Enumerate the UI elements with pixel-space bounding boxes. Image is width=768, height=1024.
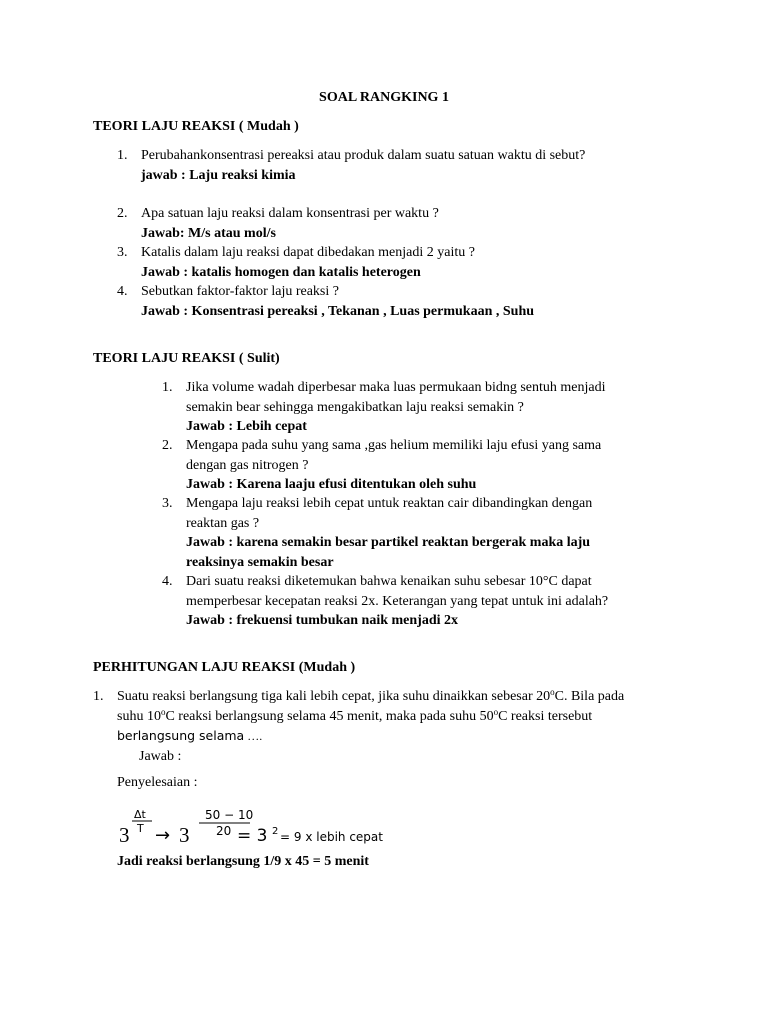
problem-text-line: suhu 10$^o$C reaksi berlangsung selama 45 menit, maka pada suhu 50$^o$C reaksi tersebut <box>117 706 593 724</box>
equation-base-1: 3 <box>119 823 130 847</box>
answer-text: jawab : Laju reaksi kimia <box>141 167 296 183</box>
penyelesaian-label: Penyelesaian : <box>117 775 198 790</box>
question-text: Perubahankonsentrasi pereaksi atau produk dalam suatu satuan waktu di sebut? <box>141 148 586 163</box>
answer-text-cont: reaksinya semakin besar <box>186 554 334 570</box>
question-text: Mengapa pada suhu yang sama ,gas helium memiliki laju efusi yang sama <box>186 438 602 453</box>
problem-text-line: Suatu reaksi berlangsung tiga kali lebih cepat, jika suhu dinaikkan sebesar 20$^o$C. Bila pada <box>117 687 625 704</box>
list-number: 2. <box>117 206 128 221</box>
problem-text-line: berlangsung selama …. <box>117 728 263 743</box>
question-text: Sebutkan faktor-faktor laju reaksi ? <box>141 284 339 299</box>
equation-graphic <box>117 804 417 854</box>
list-number: 3. <box>117 245 128 260</box>
answer-text: Jawab : Lebih cepat <box>186 419 307 434</box>
list-number: 1. <box>117 148 128 163</box>
list-number: 1. <box>162 380 173 395</box>
question-text-cont: dengan gas nitrogen ? <box>186 457 309 473</box>
list-number: 2. <box>162 438 173 453</box>
equation-exp1-denominator: T <box>137 822 144 835</box>
equation-result-exponent: 2 <box>272 826 279 837</box>
list-number: 4. <box>117 284 128 299</box>
list-number: 4. <box>162 574 173 589</box>
question-text-cont: semakin bear sehingga mengakibatkan laju reaksi semakin ? <box>186 399 524 415</box>
section-heading-teori-mudah: TEORI LAJU REAKSI ( Mudah ) <box>93 119 299 134</box>
question-text-cont: memperbesar kecepatan reaksi 2x. Keterangan yang tepat untuk ini adalah? <box>186 593 609 609</box>
page-title: SOAL RANGKING 1 <box>319 90 449 105</box>
jawab-label: Jawab : <box>139 748 182 764</box>
question-text: Katalis dalam laju reaksi dapat dibedakan menjadi 2 yaitu ? <box>141 245 475 260</box>
answer-text: Jawab : katalis homogen dan katalis heterogen <box>141 264 421 280</box>
answer-text: Jawab : frekuensi tumbukan naik menjadi 2x <box>186 613 459 628</box>
question-text: Mengapa laju reaksi lebih cepat untuk reaktan cair dibandingkan dengan <box>186 496 593 511</box>
equation-result-tail: = 9 x lebih cepat <box>280 830 383 844</box>
answer-text: Jawab: M/s atau mol/s <box>141 225 276 241</box>
answer-text: Jawab : Konsentrasi pereaksi , Tekanan , Luas permukaan , Suhu <box>141 303 535 319</box>
question-text: Apa satuan laju reaksi dalam konsentrasi per waktu ? <box>141 206 439 221</box>
equation-result: = 3 <box>237 826 268 846</box>
equation-exp2-numerator: 50 − 10 <box>205 808 254 822</box>
answer-text: Jawab : Karena laaju efusi ditentukan oleh suhu <box>186 477 477 492</box>
answer-text: Jawab : karena semakin besar partikel reaktan bergerak maka laju <box>186 535 591 550</box>
section-heading-perhitungan-mudah: PERHITUNGAN LAJU REAKSI (Mudah ) <box>93 660 356 675</box>
equation-exp2-denominator: 20 <box>216 824 232 838</box>
question-text: Dari suatu reaksi diketemukan bahwa kenaikan suhu sebesar 10°C dapat <box>186 574 592 589</box>
question-text: Jika volume wadah diperbesar maka luas permukaan bidng sentuh menjadi <box>186 380 606 395</box>
question-text-cont: reaktan gas ? <box>186 515 260 531</box>
equation-base-2: 3 <box>179 823 190 847</box>
list-number: 3. <box>162 496 173 511</box>
conclusion-text: Jadi reaksi berlangsung 1/9 x 45 = 5 menit <box>117 854 369 869</box>
list-number: 1. <box>93 689 104 704</box>
equation-arrow: → <box>155 825 171 846</box>
solution-equation <box>117 804 417 854</box>
equation-exp1-numerator: Δt <box>134 808 146 821</box>
section-heading-teori-sulit: TEORI LAJU REAKSI ( Sulit) <box>93 351 280 366</box>
